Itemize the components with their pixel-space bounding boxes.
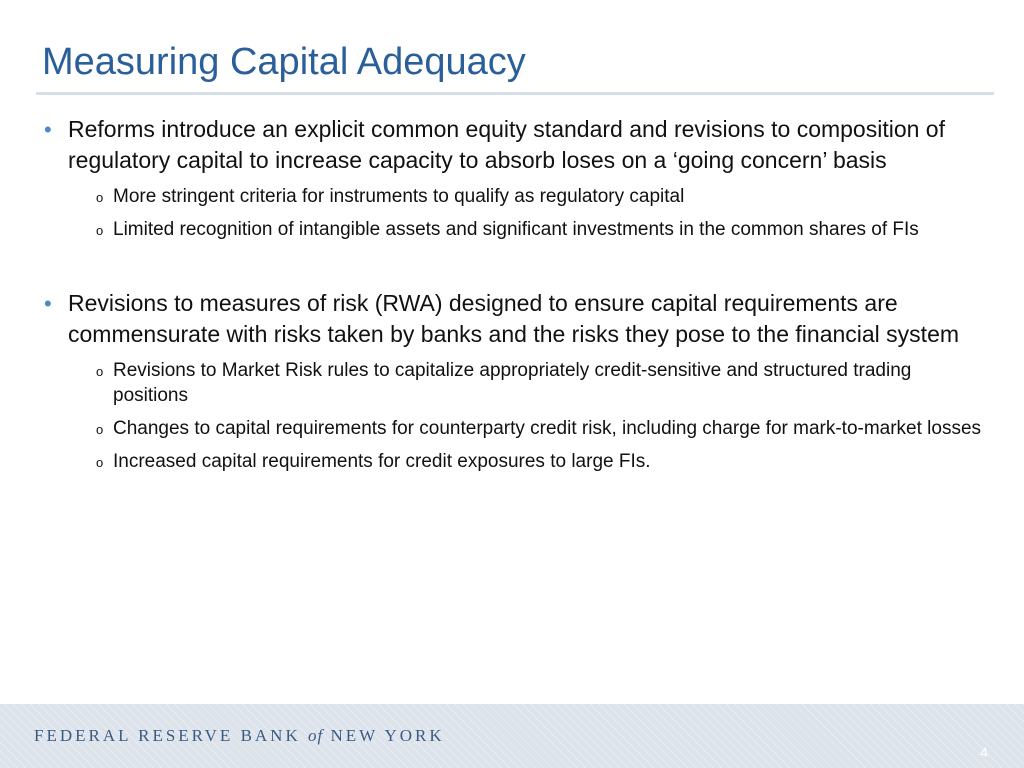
logo-part-2: NEW YORK: [330, 726, 445, 745]
footer-band: [0, 704, 1024, 768]
fed-logo-text: [34, 726, 445, 746]
sub-bullet-marker: o: [96, 190, 104, 205]
bullet-marker: •: [44, 291, 52, 316]
bullet-marker: •: [44, 117, 52, 142]
bullet-text: Reforms introduce an explicit common equity standard and revisions to composition of regulatory capital to increase capacity to absorb loses on a ‘going concern’ basis: [68, 116, 945, 173]
logo-part-1: FEDERAL RESERVE BANK: [34, 726, 301, 745]
sub-bullet-text: Revisions to Market Risk rules to capitalize appropriately credit-sensitive and structured trading positions: [113, 360, 912, 406]
page-number: 4: [980, 744, 988, 760]
bullet-item: [44, 288, 984, 350]
sub-bullet-text: Limited recognition of intangible assets and significant investments in the common shares of FIs: [113, 219, 919, 240]
sub-bullet-marker: o: [96, 455, 104, 470]
sub-bullet-item: [96, 449, 984, 474]
sub-bullet-text: Increased capital requirements for credit exposures to large FIs.: [113, 451, 651, 472]
sub-bullet-marker: o: [96, 223, 104, 238]
sub-bullet-marker: o: [96, 364, 104, 379]
slide-content: [44, 114, 984, 474]
logo-of: of: [308, 726, 324, 745]
sub-bullet-item: [96, 416, 984, 441]
bullet-item: [44, 114, 984, 176]
title-divider: [36, 92, 994, 95]
sub-bullet-marker: o: [96, 422, 104, 437]
sub-bullet-item: [96, 184, 984, 209]
spacer: [44, 242, 984, 288]
sub-bullet-item: [96, 217, 984, 242]
bullet-text: Revisions to measures of risk (RWA) designed to ensure capital requirements are commensurate with risks taken by banks and the risks they pose to the financial system: [68, 290, 960, 347]
slide-title: Measuring Capital Adequacy: [42, 41, 526, 83]
sub-bullet-text: More stringent criteria for instruments to qualify as regulatory capital: [113, 186, 685, 207]
sub-bullet-item: [96, 358, 984, 408]
sub-bullet-text: Changes to capital requirements for counterparty credit risk, including charge for mark-to-market losses: [113, 418, 982, 439]
